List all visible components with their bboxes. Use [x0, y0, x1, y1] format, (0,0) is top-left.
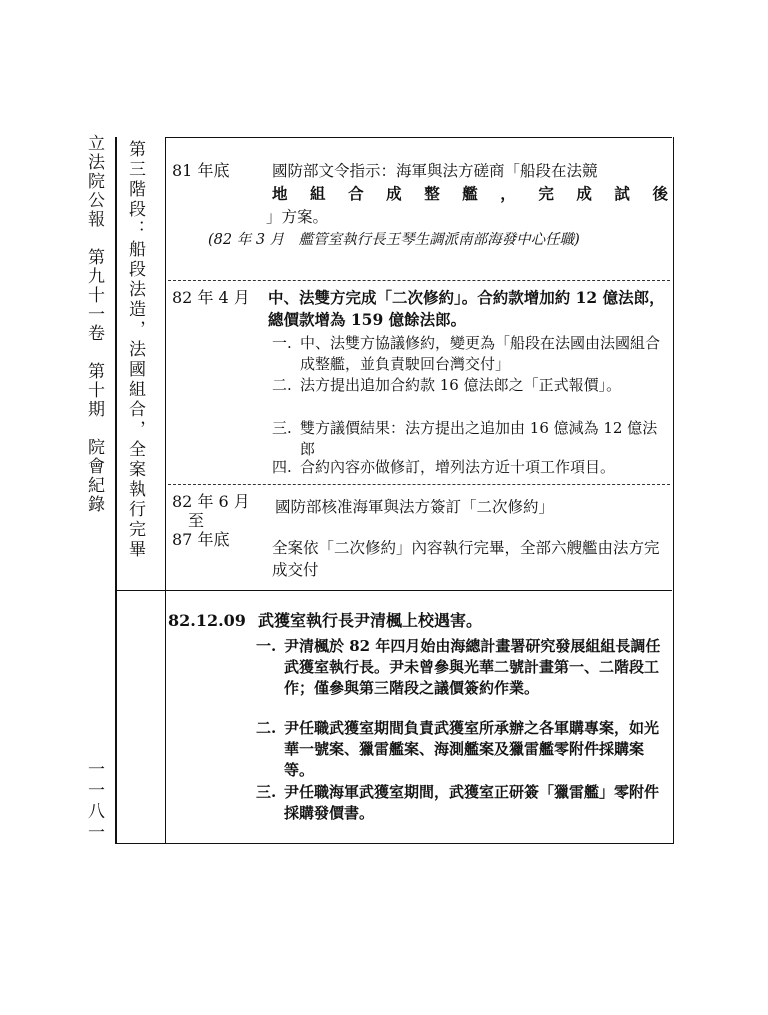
page-number: 一一八一: [84, 760, 104, 844]
lower-item-2: [256, 718, 670, 781]
lower-item-1-text: 尹清楓於 82 年四月始由海總計畫署研究發展組組長調任武獲室執行長。尹未曾參與光華二號計畫第一、二階段工作；僅參與第三階段之議價簽約作業。: [284, 637, 661, 697]
row2-item-3: [272, 418, 670, 460]
lower-item-3: [256, 782, 670, 824]
lower-item-1: [256, 636, 670, 720]
row3-text-1: 國防部核准海軍與法方簽訂「二次修約」: [275, 498, 555, 516]
lower-title: 武獲室執行長尹清楓上校遇害。: [258, 611, 483, 630]
table-column-divider: [165, 137, 166, 843]
row2-item-2: [272, 375, 670, 417]
row3-date-to-word: 至: [188, 511, 205, 530]
row2-item-3-text: 雙方議價結果：法方提出之追加由 16 億減為 12 億法郎: [300, 419, 658, 458]
row-divider-1: [168, 280, 670, 281]
row2-item-2-text: 法方提出追加合約款 16 億法郎之「正式報價」。: [300, 376, 622, 394]
table-section-divider: [115, 590, 672, 591]
row-divider-2: [168, 484, 670, 485]
row1-text-line3: 」方案。: [266, 208, 329, 226]
lower-date: 82.12.09: [168, 611, 246, 630]
row3-date-to: 87 年底: [172, 530, 230, 549]
row2-text: 中、法雙方完成「二次修約」。合約款增加約 12 億法郎，總價款增為 159 億餘法郎。: [268, 288, 665, 329]
lower-item-3-text: 尹任職海軍武獲室期間，武獲室正研簽「獵雷艦」零附件採購發價書。: [284, 783, 660, 822]
row3-text-2: 全案依「二次修約」內容執行完畢，全部六艘艦由法方完成交付: [272, 539, 660, 579]
lower-item-3-num: 三.: [256, 783, 277, 801]
lower-item-2-num: 二.: [256, 719, 277, 737]
row2-item-4-text: 合約內容亦做修訂，增列法方近十項工作項目。: [300, 458, 616, 476]
gazette-header: 立法院公報 第九十一卷 第十期 院會紀錄: [84, 134, 104, 514]
table-top-border: [166, 137, 672, 138]
row3-date-from: 82 年 6 月: [172, 492, 250, 511]
row1-text-line2: 地組合成整艦，完成試後: [272, 184, 668, 203]
row2-item-3-num: 三.: [272, 419, 292, 437]
row2-item-4-num: 四.: [272, 458, 292, 476]
row2-item-1: [272, 333, 670, 375]
row1-text-line1: 國防部文令指示：海軍與法方磋商「船段在法競: [272, 162, 598, 180]
row1-date: 81 年底: [172, 161, 230, 180]
phase-label: 第三階段：船段法造，法國組合，全案執行完畢: [125, 140, 145, 560]
lower-item-1-num: 一.: [256, 637, 277, 655]
row1-note: (82 年 3 月 艦管室執行長王琴生調派南部海發中心任職): [208, 232, 580, 248]
row2-item-1-num: 一.: [272, 334, 292, 352]
lower-item-2-text: 尹任職武獲室期間負責武獲室所承辦之各軍購專案，如光華一號案、獵雷艦案、海測艦案及獵雷艦零附件採購案等。: [284, 719, 660, 779]
row2-item-1-text: 中、法雙方協議修約，變更為「船段在法國由法國組合成整艦，並負責駛回台灣交付」: [300, 334, 661, 373]
row2-item-2-num: 二.: [272, 376, 292, 394]
row2-item-4: [272, 457, 670, 479]
row2-date: 82 年 4 月: [172, 288, 250, 307]
